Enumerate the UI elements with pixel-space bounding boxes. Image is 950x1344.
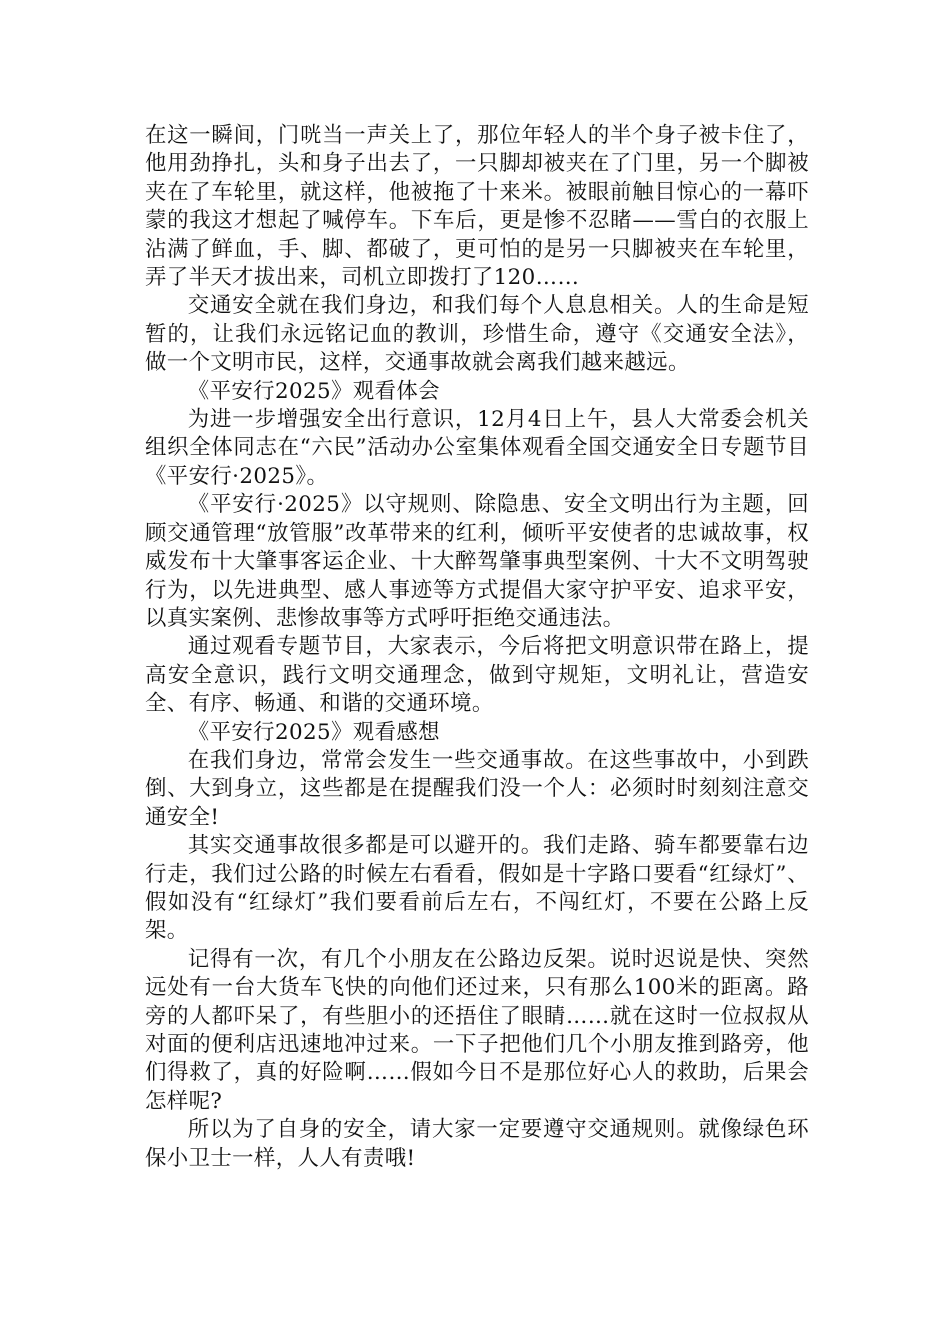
paragraph-continued: 在这一瞬间，门咣当一声关上了，那位年轻人的半个身子被卡住了，他用劲挣扎，头和身子出去了，一只脚却被夹在了门里，另一个脚被夹在了车轮里，就这样，他被拖了十来米。被眼前触目惊心的一幕吓蒙的我这才想起了喊停车。下车后，更是惨不忍睹——雪白的衣服上沾满了鲜血，手、脚、都破了，更可怕的是另一只脚被夹在车轮里，弄了半天才拔出来，司机立即拨打了120……: [145, 123, 809, 291]
paragraph: 记得有一次，有几个小朋友在公路边反架。说时迟说是快、突然远处有一台大货车飞快的向他们还过来，只有那么100米的距离。路旁的人都吓呆了，有些胆小的还捂住了眼睛……就在这时一位叔叔从对面的便利店迅速地冲过来。一下子把他们几个小朋友推到路旁，他们得救了，真的好险啊……假如今日不是那位好心人的救助，后果会怎样呢?: [145, 946, 809, 1114]
paragraph: 《平安行·2025》以守规则、除隐患、安全文明出行为主题，回顾交通管理“放管服”改革带来的红利，倾听平安使者的忠诚故事，权威发布十大肇事客运企业、十大醉驾肇事典型案例、十大不文明驾驶行为，以先进典型、感人事迹等方式提倡大家守护平安、追求平安，以真实案例、悲惨故事等方式呼吁拒绝交通违法。: [145, 492, 809, 631]
document-body: [145, 122, 809, 1173]
paragraph: 在我们身边，常常会发生一些交通事故。在这些事故中，小到跌倒、大到身立，这些都是在提醒我们没一个人：必须时时刻刻注意交通安全!: [145, 747, 809, 830]
section-heading: 《平安行2025》观看体会: [187, 378, 440, 404]
paragraph: 其实交通事故很多都是可以避开的。我们走路、骑车都要靠右边行走，我们过公路的时候左右看看，假如是十字路口要看“红绿灯”、假如没有“红绿灯”我们要看前后左右，不闯红灯，不要在公路上反架。: [145, 833, 809, 944]
paragraph: 交通安全就在我们身边，和我们每个人息息相关。人的生命是短暂的，让我们永远铭记血的教训，珍惜生命，遵守《交通安全法》，做一个文明市民，这样，交通事故就会离我们越来越远。: [145, 293, 809, 376]
paragraph: 为进一步增强安全出行意识，12月4日上午，县人大常委会机关组织全体同志在“六民”活动办公室集体观看全国交通安全日专题节目《平安行·2025》。: [145, 407, 809, 489]
section-heading: 《平安行2025》观看感想: [187, 719, 440, 745]
paragraph: 通过观看专题节目，大家表示，今后将把文明意识带在路上，提高安全意识，践行文明交通理念，做到守规矩，文明礼让，营造安全、有序、畅通、和谐的交通环境。: [145, 634, 809, 717]
paragraph: 所以为了自身的安全，请大家一定要遵守交通规则。就像绿色环保小卫士一样，人人有责哦!: [145, 1117, 809, 1171]
